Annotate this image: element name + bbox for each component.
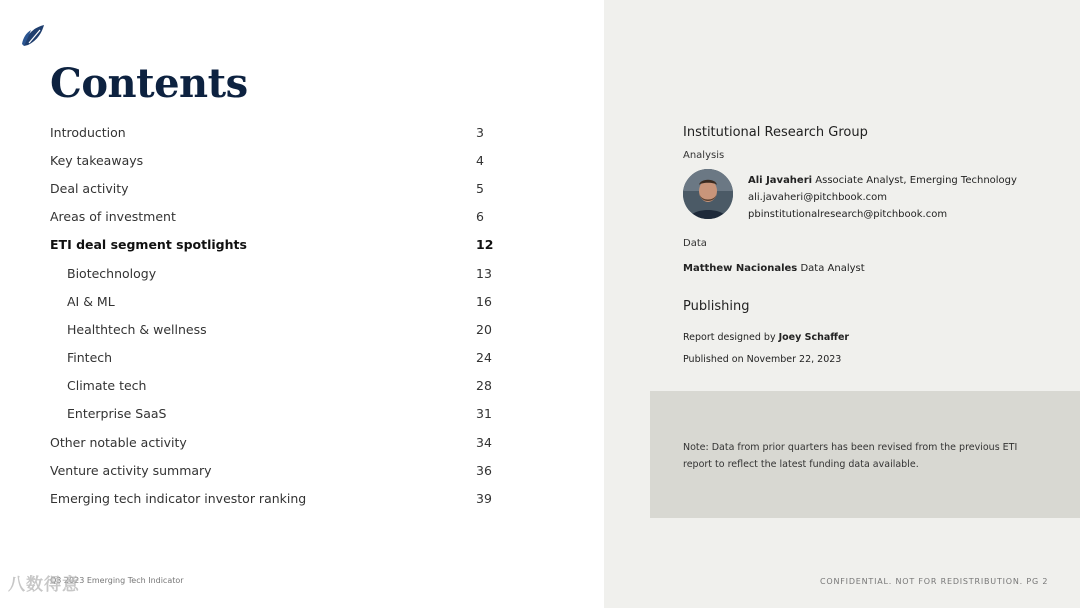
toc-item[interactable] — [50, 428, 500, 456]
toc-item-label: Key takeaways — [50, 152, 144, 168]
data-analyst-name: Matthew Nacionales — [683, 263, 798, 274]
footer-left: Q3 2023 Emerging Tech Indicator — [50, 576, 184, 585]
toc-item[interactable] — [50, 174, 500, 202]
note-text: Note: Data from prior quarters has been revised from the previous ETI report to reflect the latest funding data available. — [683, 442, 1018, 470]
data-label: Data — [683, 238, 707, 249]
designed-by — [683, 332, 849, 343]
toc-item-page: 31 — [476, 406, 492, 422]
toc-item[interactable] — [50, 231, 500, 259]
toc-item[interactable] — [50, 315, 500, 343]
toc-item[interactable] — [50, 118, 500, 146]
analyst-email[interactable]: ali.javaheri@pitchbook.com — [748, 192, 887, 203]
toc-item[interactable] — [50, 344, 500, 372]
toc-item-label: ETI deal segment spotlights — [50, 237, 247, 253]
toc-item-label: Climate tech — [67, 378, 147, 394]
toc-item-page: 3 — [476, 124, 484, 140]
analyst-role: Associate Analyst, Emerging Technology — [815, 175, 1017, 186]
toc-item[interactable] — [50, 400, 500, 428]
toc-item-label: Biotechnology — [67, 265, 157, 281]
toc-item[interactable] — [50, 146, 500, 174]
toc-item-page: 39 — [476, 491, 492, 507]
published-date: Published on November 22, 2023 — [683, 354, 842, 365]
toc-item-label: Emerging tech indicator investor ranking — [50, 491, 307, 507]
toc-item-label: AI & ML — [67, 293, 115, 309]
toc-item-label: Deal activity — [50, 180, 129, 196]
designer-name: Joey Schaffer — [778, 332, 850, 343]
toc-item-label: Venture activity summary — [50, 462, 212, 478]
toc-item-label: Healthtech & wellness — [67, 321, 207, 337]
note-box — [650, 391, 1080, 518]
toc-item-page: 34 — [476, 434, 492, 450]
analyst-contact — [748, 172, 1017, 223]
toc-item-page: 24 — [476, 350, 492, 366]
toc-item[interactable] — [50, 372, 500, 400]
toc-item[interactable] — [50, 203, 500, 231]
footer-right: CONFIDENTIAL. NOT FOR REDISTRIBUTION. PG 2 — [820, 577, 1049, 586]
pitchbook-logo-icon — [20, 22, 48, 50]
toc-item-page: 28 — [476, 378, 492, 394]
toc-item-label: Areas of investment — [50, 209, 176, 225]
toc-item-label: Fintech — [67, 350, 113, 366]
toc-item-page: 36 — [476, 462, 492, 478]
toc-item-page: 5 — [476, 180, 484, 196]
watermark: 八数得意 — [8, 575, 80, 595]
page-title: Contents — [50, 60, 248, 107]
research-group-title: Institutional Research Group — [683, 125, 868, 140]
data-contact — [683, 263, 865, 274]
toc-item-label: Enterprise SaaS — [67, 406, 167, 422]
toc-item[interactable] — [50, 287, 500, 315]
toc-item-page: 4 — [476, 152, 484, 168]
toc-item-label: Other notable activity — [50, 434, 187, 450]
toc-item-page: 13 — [476, 265, 492, 281]
analyst-name: Ali Javaheri — [748, 175, 813, 186]
analysis-label: Analysis — [683, 150, 725, 161]
table-of-contents — [50, 118, 500, 513]
group-email[interactable]: pbinstitutionalresearch@pitchbook.com — [748, 209, 948, 220]
avatar — [683, 169, 733, 219]
toc-item[interactable] — [50, 456, 500, 484]
toc-item[interactable] — [50, 259, 500, 287]
toc-item[interactable] — [50, 484, 500, 512]
publishing-label: Publishing — [683, 299, 750, 314]
toc-item-page: 20 — [476, 321, 492, 337]
toc-item-page: 6 — [476, 209, 484, 225]
toc-item-page: 16 — [476, 293, 492, 309]
designed-prefix: Report designed by — [683, 332, 776, 343]
toc-item-page: 12 — [476, 237, 494, 253]
toc-item-label: Introduction — [50, 124, 126, 140]
data-analyst-role: Data Analyst — [800, 263, 865, 274]
